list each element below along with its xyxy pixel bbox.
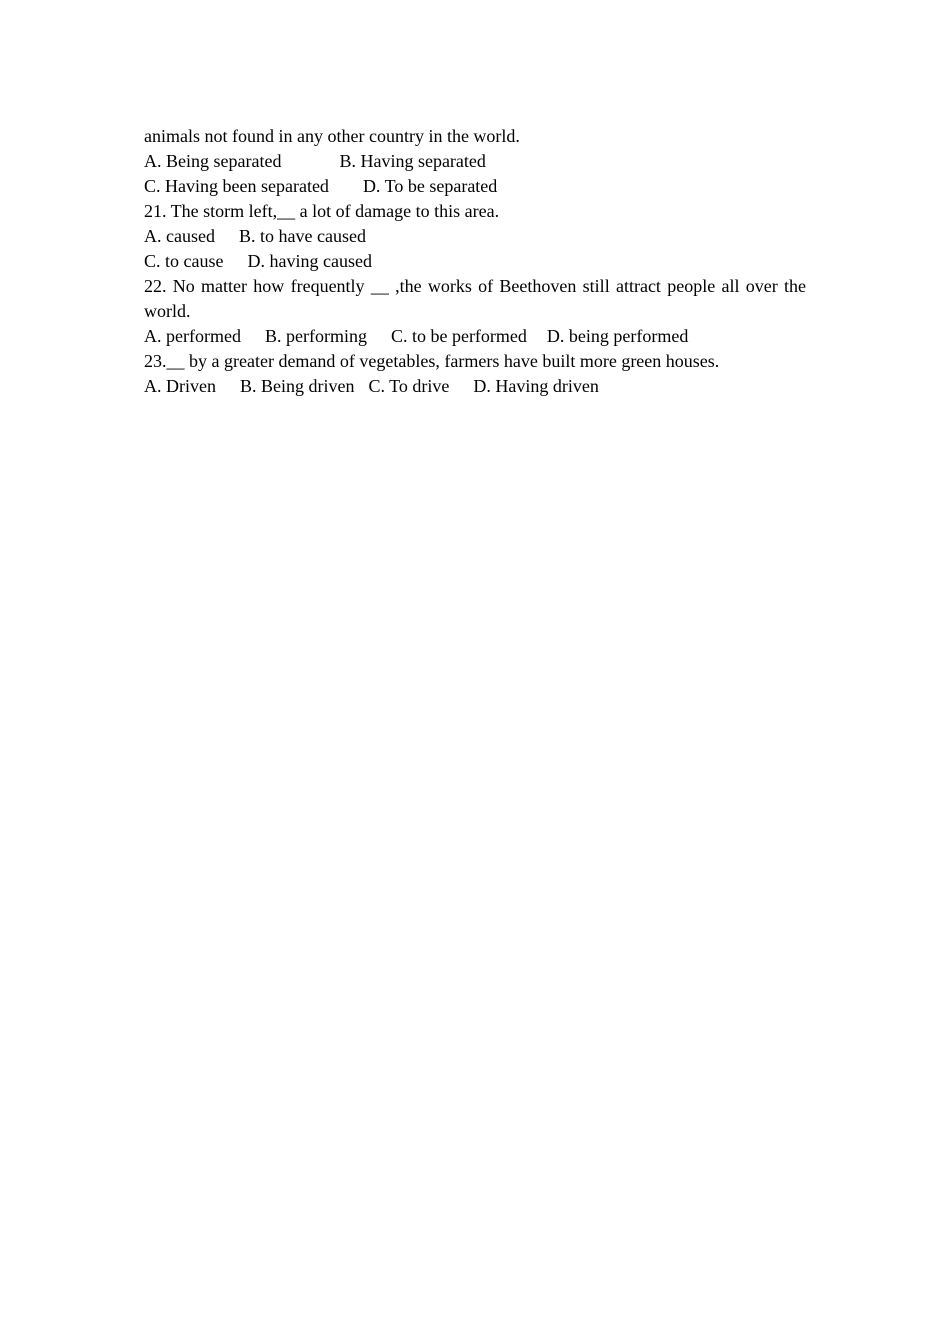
question-21-options-row-1: [144, 224, 806, 249]
question-20-options-row-2: [144, 174, 806, 199]
q22-option-a: A. performed: [144, 326, 241, 346]
q21-option-b: B. to have caused: [238, 226, 366, 246]
question-21-options-row-2: [144, 249, 806, 274]
question-21-stem: 21. The storm left,__ a lot of damage to this area.: [144, 201, 500, 221]
q20-option-d: D. To be separated: [362, 176, 498, 196]
document-page: [144, 124, 806, 399]
q21-option-d: D. having caused: [247, 251, 372, 271]
question-20-options-row-1: [144, 149, 806, 174]
question-22-options-row: [144, 324, 806, 349]
q22-option-b: B. performing: [264, 326, 367, 346]
question-23-stem: 23.__ by a greater demand of vegetables, farmers have built more green houses.: [144, 351, 720, 371]
q23-option-d: D. Having driven: [473, 376, 599, 396]
q20-option-c: C. Having been separated: [144, 176, 329, 196]
q21-option-a: A. caused: [144, 226, 215, 246]
q23-option-a: A. Driven: [144, 376, 216, 396]
q21-option-c: C. to cause: [144, 251, 224, 271]
question-23-options-row: [144, 374, 806, 399]
q22-option-c: C. to be performed: [390, 326, 527, 346]
question-22-stem: 22. No matter how frequently __ ,the works of Beethoven still attract people all over the world.: [144, 276, 806, 321]
q22-option-d: D. being performed: [546, 326, 689, 346]
question-20-stem-tail: animals not found in any other country in the world.: [144, 126, 520, 146]
q20-option-a: A. Being separated: [144, 151, 282, 171]
q23-option-c: C. To drive: [368, 376, 450, 396]
q20-option-b: B. Having separated: [339, 151, 486, 171]
q23-option-b: B. Being driven: [239, 376, 355, 396]
